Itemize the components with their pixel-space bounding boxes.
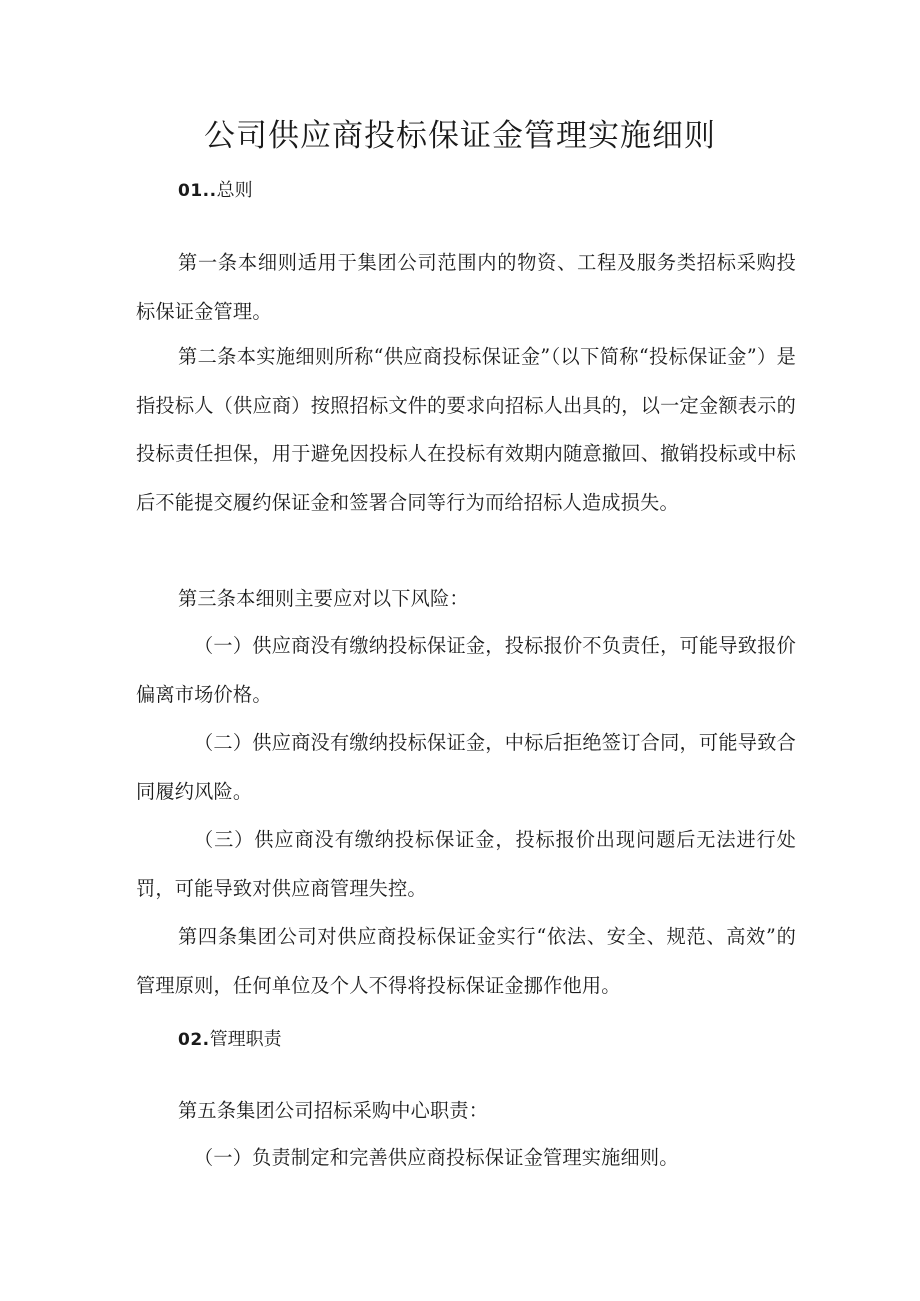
risk-item-3: （三）供应商没有缴纳投标保证金，投标报价出现问题后无法进行处罚，可能导致对供应商管理失控。 bbox=[136, 828, 796, 900]
document-title: 公司供应商投标保证金管理实施细则 bbox=[204, 118, 716, 154]
article-5-paragraph: 第五条集团公司招标采购中心职责： bbox=[178, 1099, 489, 1122]
responsibility-item-1: （一）负责制定和完善供应商投标保证金管理实施细则。 bbox=[194, 1146, 679, 1169]
section-title: 管理职责 bbox=[209, 1029, 282, 1050]
risk-item-1: （一）供应商没有缴纳投标保证金，投标报价不负责任，可能导致报价偏离市场价格。 bbox=[136, 634, 796, 706]
article-4-paragraph: 第四条集团公司对供应商投标保证金实行“依法、安全、规范、高效”的管理原则，任何单位及个人不得将投标保证金挪作他用。 bbox=[136, 925, 796, 997]
article-1-paragraph: 第一条本细则适用于集团公司范围内的物资、工程及服务类招标采购投标保证金管理。 bbox=[136, 251, 796, 323]
risk-item-2: （二）供应商没有缴纳投标保证金，中标后拒绝签订合同，可能导致合同履约风险。 bbox=[136, 731, 796, 803]
section-heading-responsibilities bbox=[178, 1026, 282, 1054]
section-heading-general bbox=[178, 177, 253, 205]
article-2-paragraph: 第二条本实施细则所称“供应商投标保证金”（以下简称“投标保证金”）是指投标人（供应商）按照招标文件的要求向招标人出具的，以一定金额表示的投标责任担保，用于避免因投标人在投标有效期内随意撤回、撤销投标或中标后不能提交履约保证金和签署合同等行为而给招标人造成损失。 bbox=[136, 345, 796, 514]
section-number: 01.. bbox=[178, 181, 217, 201]
section-number: 02. bbox=[178, 1030, 210, 1050]
section-title: 总则 bbox=[216, 180, 253, 201]
article-3-paragraph: 第三条本细则主要应对以下风险： bbox=[178, 587, 469, 610]
